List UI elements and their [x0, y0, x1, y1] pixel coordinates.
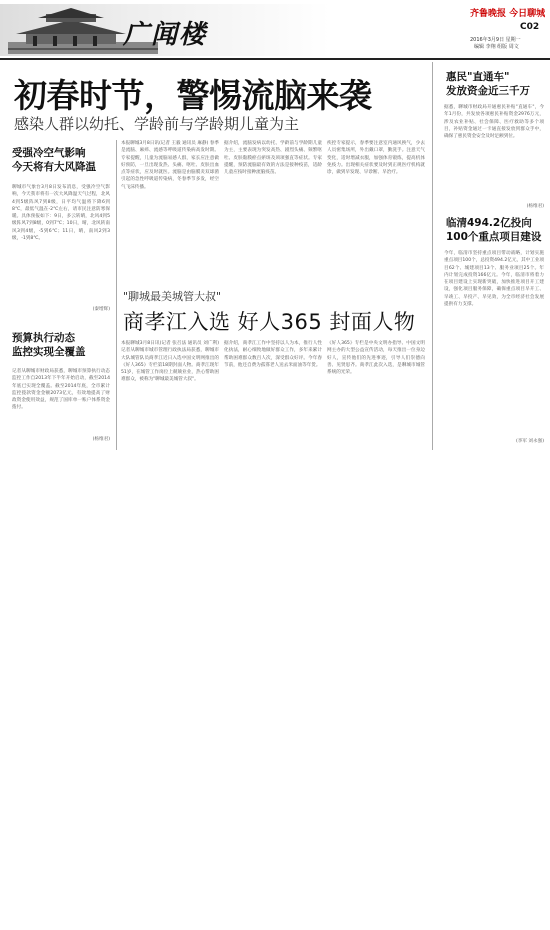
project-headline: 临清494.2亿投向 100个重点项目建设: [446, 217, 542, 243]
subsidy-headline: 惠民"直通车" 发放资金近三千万: [446, 71, 530, 97]
feature-body-col1: 本报聊城3月8日讯(记者 张召法 通讯员 刘广利) 记者从聊城市城市管理行政执法局获悉，聊城市大队城管队员商孝江近日入选中国文明网推出的《好人365》专栏第18期封面人物。商孝江现年51岁，在城管工作岗位上兢兢业业，热心帮助困难群众，被称为"聊城最美城管大叔"。: [121, 341, 219, 383]
budget-credit: (杨维君): [92, 437, 110, 442]
right-column-divider: [432, 62, 433, 450]
weather-body: 聊城市气象台3月8日发布消息，受强冷空气影响，今天我市将有一次大风降温天气过程，北风4到5级阵风7到8级，日平均气温将下降6到8℃，最低气温在-2℃左右，请市民注意防寒保暖。具体预报如下：9日，多云转晴，北风4到5级阵风7到8级，0到7℃；10日，晴，北风转南风3到4级，-5到6℃；11日，晴，南风2到3级，-1到8℃。: [12, 185, 110, 242]
page-number: C02: [520, 22, 540, 32]
newspaper-logo: 齐鲁晚报 今日聊城: [470, 9, 546, 19]
budget-headline: 预算执行动态 监控实现全覆盖: [12, 332, 86, 358]
column-divider: [116, 140, 117, 450]
editor-credits: 编辑 李翔 组版 周文: [474, 44, 519, 50]
main-body-col3: 疾控专家提示，春季要注意室内通风换气，少去人员密集场所，外出戴口罩，勤洗手。注意天气变化，适时增减衣服，加强体育锻炼，提高机体免疫力。出现相关症状要及时到正规医疗机构就诊，做到早发现、早诊断、早治疗。: [327, 141, 425, 176]
header-rule: [0, 58, 550, 60]
issue-date: 2016年3月9日 星期一: [470, 37, 521, 43]
main-headline: 初春时节，警惕流脑来袭: [14, 76, 372, 115]
subsidy-credit: (杨维君): [526, 204, 544, 209]
weather-headline: 受强冷空气影响 今天将有大风降温: [12, 147, 96, 173]
feature-body-col3: 《好人365》专栏是中央文明办指导、中国文明网主办的大型公益宣传活动，每天推出一位身边好人，宣传他们的先进事迹，引导人们崇德向善、见贤思齐。商孝江此次入选，是聊城市城管系统的光荣。: [327, 341, 425, 376]
section-title: 广闻楼: [123, 20, 208, 50]
project-body: 今年，临清市坚持重点项目带动战略，计划实施重点项目100个，总投资494.2亿元，其中工业项目62个、城建项目13个、服务业项目25个。年内计划完成投资166亿元。今年，临清市将着力在项目建设上实现新突破，加快推进项目开工建设，强化项目服务保障，确保重点项目早开工、早竣工、早投产、早见效，为全市经济社会发展提供有力支撑。: [444, 251, 544, 308]
main-body-col1: 本报聊城3月8日讯(记者 王毅 通讯员 麻静) 春季是流脑、麻疹、流感等呼吸道传染病高发时期。专家提醒，儿童为流脑易感人群，家长应注意做好预防，一旦出现发热、头痛、呕吐、皮肤出血点等症状，应及时就医。流脑是由脑膜炎双球菌引起的急性呼吸道传染病，冬春季节多发，经空气飞沫传播。: [121, 141, 219, 190]
feature-headline: 商孝江入选 好人365 封面人物: [123, 310, 416, 334]
budget-body: 记者从聊城市财政局获悉，聊城市预算执行动态监控工作自2013年下半年开始启动，截至2014年底已实现全覆盖。截至2014年底，全市累计监控拨款资金金额2073亿元，有效地提高了财政资金使用效益，规范了国库单一账户体系资金拨付。: [12, 369, 110, 411]
main-subhead: 感染人群以幼托、学龄前与学龄期儿童为主: [14, 115, 300, 133]
feature-kicker: "聊城最美城管大叔": [123, 290, 222, 303]
subsidy-body: 据悉，聊城市财政局开通惠民补贴"直通车"，今年1月份，共发放各项惠民补贴资金2976万元，涉及农业补贴、社会保障、医疗救助等多个项目，补贴资金通过一卡通直接发放到群众手中，确保了惠民资金安全及时足额到位。: [444, 105, 544, 140]
feature-body-col2: 据介绍，商孝江工作中坚持以人为本，推行人性化执法，耐心细致地做好群众工作，多年来累计帮助困难群众数百人次，深受群众好评。今年春节前，他还自费为孤寡老人送去米面油等年货。: [224, 341, 322, 368]
main-body-col2: 据介绍，流脑发病以幼托、学龄前与学龄期儿童为主，主要表现为突发高热、剧烈头痛、频繁呕吐、皮肤黏膜瘀点瘀斑及颈项强直等症状。专家提醒，预防流脑最有效的方法是接种疫苗，适龄儿童应按时接种流脑疫苗。: [224, 141, 322, 176]
weather-credit: (秦增辉): [92, 307, 110, 312]
project-credit: (李军 刘永强): [515, 439, 544, 444]
page-header: [0, 0, 550, 58]
